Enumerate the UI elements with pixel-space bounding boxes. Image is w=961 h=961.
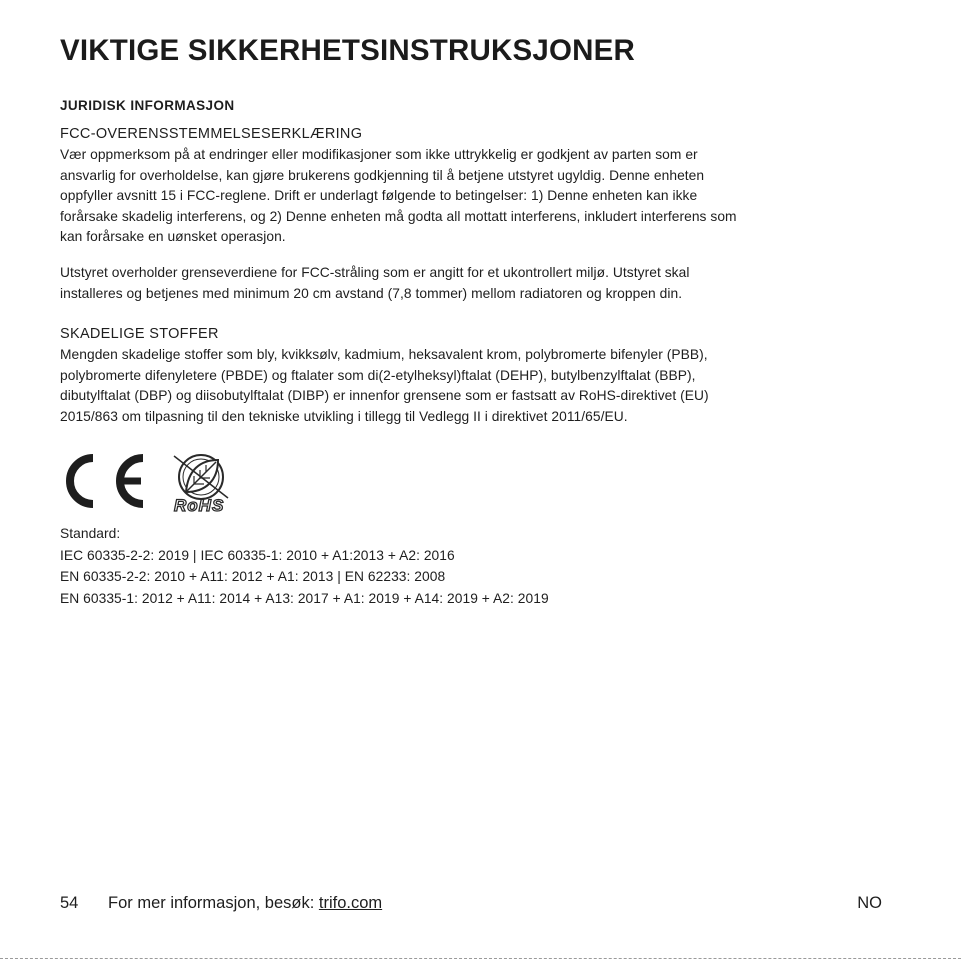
page-footer bbox=[60, 894, 882, 920]
page-number: 54 bbox=[60, 894, 79, 912]
fcc-heading: FCC-OVERENSSTEMMELSESERKLÆRING bbox=[60, 126, 363, 142]
fcc-line: forårsake skadelig interferens, og 2) Denne enheten må godta all mottatt interferens, inkludert interferens som bbox=[60, 208, 737, 224]
hazardous-line: 2015/863 om tilpasning til den tekniske utvikling i tillegg til Vedlegg II i direktivet 2011/65/EU. bbox=[60, 408, 628, 424]
ce-mark-icon bbox=[58, 450, 150, 512]
standards-heading: Standard: bbox=[60, 526, 121, 541]
language-code: NO bbox=[857, 894, 882, 912]
standard-line: EN 60335-2-2: 2010 + A11: 2012 + A1: 2013 | EN 62233: 2008 bbox=[60, 569, 446, 584]
radiation-line: installeres og betjenes med minimum 20 cm avstand (7,8 tommer) mellom radiatoren og kroppen din. bbox=[60, 285, 683, 301]
standard-line: EN 60335-1: 2012 + A11: 2014 + A13: 2017 + A1: 2019 + A14: 2019 + A2: 2019 bbox=[60, 590, 549, 606]
standards-section bbox=[60, 523, 880, 609]
fcc-line: oppfyller avsnitt 15 i FCC-reglene. Drift er underlagt følgende to betingelser: 1) Denne enheten kan ikke bbox=[60, 188, 698, 203]
hazardous-section bbox=[60, 324, 880, 427]
hazardous-heading: SKADELIGE STOFFER bbox=[60, 326, 219, 342]
fcc-line: kan forårsake en uønsket operasjon. bbox=[60, 229, 286, 244]
footer-info-text: For mer informasjon, besøk: bbox=[108, 894, 319, 912]
fcc-section bbox=[60, 124, 880, 248]
fcc-line: Vær oppmerksom på at endringer eller modifikasjoner som ikke uttrykkelig er godkjent av parten som er bbox=[60, 147, 698, 162]
section-heading-legal: JURIDISK INFORMASJON bbox=[60, 98, 235, 113]
footer-info bbox=[108, 894, 382, 913]
standard-line: IEC 60335-2-2: 2019 | IEC 60335-1: 2010 + A1:2013 + A2: 2016 bbox=[60, 547, 455, 563]
radiation-section bbox=[60, 263, 880, 304]
website-link[interactable]: trifo.com bbox=[318, 894, 383, 912]
rohs-leaf-icon bbox=[164, 450, 244, 516]
radiation-line: Utstyret overholder grenseverdiene for FCC-stråling som er angitt for et ukontrollert miljø. Utstyret skal bbox=[60, 265, 690, 280]
svg-text:RoHS: RoHS bbox=[174, 496, 225, 515]
page-title: VIKTIGE SIKKERHETSINSTRUKSJONER bbox=[60, 34, 635, 67]
fcc-line: ansvarlig for overholdelse, kan gjøre brukerens godkjenning til å betjene utstyret ugyldig. Denne enheten bbox=[60, 167, 705, 183]
hazardous-line: Mengden skadelige stoffer som bly, kvikksølv, kadmium, heksavalent krom, polybromerte bifenyler (PBB), bbox=[60, 347, 708, 362]
hazardous-line: dibutylftalat (DBP) og diisobutylftalat (DIBP) er innenfor grensene som er fastsatt av RoHS-direktivet (EU) bbox=[60, 388, 709, 403]
crop-marks bbox=[0, 958, 961, 959]
hazardous-line: polybromerte difenyletere (PBDE) og ftalater som di(2-etylheksyl)ftalat (DEHP), butylbenzylftalat (BBP), bbox=[60, 367, 696, 383]
